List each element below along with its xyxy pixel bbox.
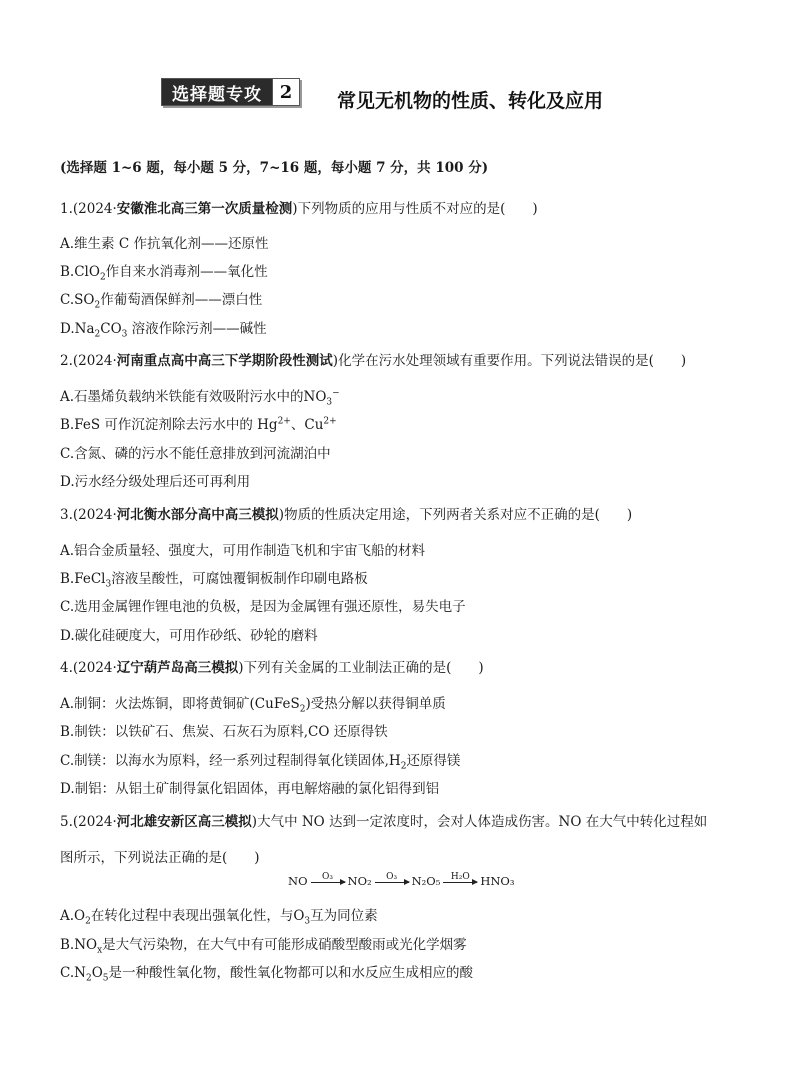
question-4-option-c: C.制镁：以海水为原料，经一系列过程制得氧化镁固体$,H_2$还原得镁 xyxy=(60,753,461,772)
question-1-option-a: A.维生素 C 作抗氧化剂——还原性 xyxy=(60,236,269,252)
page-title: 常见无机物的性质、转化及应用 xyxy=(337,90,604,112)
question-4-option-b: B.制铁：以铁矿石、焦炭、石灰石为原料,CO 还原得铁 xyxy=(60,724,388,740)
question-5-stem-continued: 图所示，下列说法正确的是( ) xyxy=(60,850,260,866)
question-3-option-a: A.铝合金质量轻、强度大，可用作制造飞机和宇宙飞船的材料 xyxy=(60,543,426,559)
question-1-source: 安徽淮北高三第一次质量检测 xyxy=(116,201,293,217)
question-3-source: 河北衡水部分高中高三模拟 xyxy=(116,507,279,523)
question-2-stem: 2.(2024·河南重点高中高三下学期阶段性测试)化学在污水处理领域有重要作用。下列说法错误的是( ) xyxy=(60,353,687,369)
question-1-option-d: $D.Na_2CO_3$ 溶液作除污剂——碱性 xyxy=(60,321,267,340)
question-3-option-c: C.选用金属锂作锂电池的负极，是因为金属锂有强还原性，易失电子 xyxy=(60,599,466,615)
question-3-option-b: B.FeCl$_3$溶液呈酸性，可腐蚀覆铜板制作印刷电路板 xyxy=(60,571,368,590)
question-4-source: 辽宁葫芦岛高三模拟 xyxy=(116,660,239,676)
question-1-option-c: $C.SO_2$作葡萄酒保鲜剂——漂白性 xyxy=(60,292,263,311)
question-2-source: 河南重点高中高三下学期阶段性测试 xyxy=(116,353,333,369)
question-3-stem: 3.(2024·河北衡水部分高中高三模拟)物质的性质决定用途，下列两者关系对应不正确的是( ) xyxy=(60,507,633,523)
species-hno3: HNO₃ xyxy=(480,874,515,888)
reaction-scheme xyxy=(288,872,514,888)
species-no2: NO₂ xyxy=(347,874,372,888)
question-3-option-d: D.碳化硅硬度大，可用作砂纸、砂轮的磨料 xyxy=(60,628,318,644)
question-5-option-a: $A.O_2$在转化过程中表现出强氧化性，与$O_3$互为同位素 xyxy=(60,908,378,927)
question-4-option-a: A.制铜：火法炼铜，即将黄铜矿(CuFeS$_2$)受热分解以获得铜单质 xyxy=(60,696,446,715)
species-n2o5: N₂O₅ xyxy=(411,874,441,888)
instructions: (选择题 1~6 题，每小题 5 分，7~16 题，每小题 7 分，共 100 分) xyxy=(60,160,489,176)
question-5-option-c: $C.N_2O_5$是一种酸性氧化物，酸性氧化物都可以和水反应生成相应的酸 xyxy=(60,965,473,984)
question-5-option-b: $B.NO_x$是大气污染物，在大气中有可能形成硝酸型酸雨或光化学烟雾 xyxy=(60,937,467,956)
question-5-stem: 5.(2024·河北雄安新区高三模拟)大气中 NO 达到一定浓度时，会对人体造成伤害。NO 在大气中转化过程如 xyxy=(60,814,708,830)
question-4-option-d: D.制铝：从铝土矿制得氯化铝固体，再电解熔融的氯化铝得到铝 xyxy=(60,781,440,797)
question-2-option-c: C.含氮、磷的污水不能任意排放到河流湖泊中 xyxy=(60,446,331,462)
question-1-option-b: B.ClO$_2$作自来水消毒剂——氧化性 xyxy=(60,264,268,283)
question-4-stem: 4.(2024·辽宁葫芦岛高三模拟)下列有关金属的工业制法正确的是( ) xyxy=(60,660,484,676)
question-2-option-a: A.石墨烯负载纳米铁能有效吸附污水中的$NO_3^-$ xyxy=(60,388,340,408)
reaction-arrow-2: O₃ xyxy=(375,872,409,888)
question-2-option-b: B.FeS 可作沉淀剂除去污水中的 $Hg^{2+}$、$Cu^{2+}$ xyxy=(60,416,337,433)
reaction-arrow-1: O₃ xyxy=(311,872,345,888)
species-no: NO xyxy=(288,874,308,888)
question-5-source: 河北雄安新区高三模拟 xyxy=(116,814,252,830)
section-banner xyxy=(161,78,300,106)
section-tag: 选择题专攻 xyxy=(162,79,272,105)
section-number: 2 xyxy=(272,79,299,105)
reaction-arrow-3: H₂O xyxy=(443,872,477,888)
question-1-stem: 1.(2024·安徽淮北高三第一次质量检测)下列物质的应用与性质不对应的是( ) xyxy=(60,201,538,217)
question-2-option-d: D.污水经分级处理后还可再利用 xyxy=(60,474,251,490)
